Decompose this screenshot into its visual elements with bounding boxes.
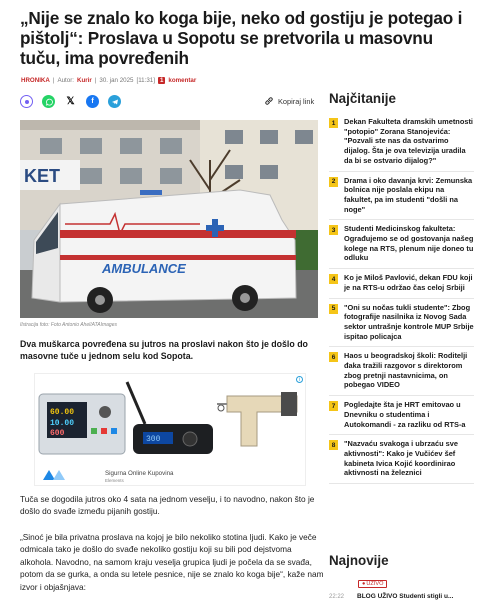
article-lead: Dva muškarca povređena su jutros na proslavi nakon što je došlo do masovne tuče u jednom selu kod Sopota. (20, 339, 308, 361)
ambulance-text: AMBULANCE (102, 261, 186, 276)
ad-product-images[interactable] (35, 374, 307, 469)
viber-share-icon[interactable] (20, 95, 33, 108)
most-read-link[interactable]: Drama i oko davanja krvi: Zemunska bolnica nije poslala ekipu na fakultet, pa im studenti "došli na noge" (344, 175, 473, 214)
whatsapp-share-icon[interactable] (42, 95, 55, 108)
most-read-title: Najčitanije (329, 91, 396, 106)
most-read-link[interactable]: Studenti Medicinskog fakulteta: Ograđujemo se od gostovanja našeg kolege na RTS, plenum nije doneo tu odluku (344, 224, 474, 263)
article-paragraph: „Sinoć je bila privatna proslava na kojoj je bilo nekoliko stotina ljudi. Kako je veče odmicala tako je došlo do svađe nekoliko gostiju koji su bili pod dejstvoma alkohola. Navodno, na samom kraju veselja grupica ljudi je počela da se svađa, potom da se gurka, a onda su letele pesnice, nije se znalo ko koga bije“, kaže nam izvor i objašnjava: (20, 532, 324, 592)
most-read-link[interactable]: "Oni su nočas tukli studente": Zbog fotografije nasilnika iz Novog Sada sektor untrašnje kontrole MUP Srbije ispitao policajca (344, 302, 474, 341)
copy-link-label: Kopiraj link (278, 96, 315, 106)
svg-text:10.00: 10.00 (50, 419, 75, 428)
newest-title: Najnovije (329, 553, 389, 568)
photo-credit: Ilstracija foto: Foto Antonio Ahel/ATAImages (20, 322, 117, 328)
author-link[interactable]: Kurir (77, 77, 92, 84)
most-read-item[interactable] (329, 347, 474, 396)
rank-badge: 3 (329, 225, 338, 235)
most-read-link[interactable]: Pogledajte šta je HRT emitovao u Dnevniku o studentima i Autokomandi - za razliku od RTS-a (344, 400, 466, 429)
ad-subtitle: Elements (105, 478, 124, 483)
live-label: UŽIVO (366, 581, 384, 587)
comments-link[interactable]: komentar (168, 77, 197, 84)
most-read-item[interactable] (329, 299, 474, 348)
article-photo[interactable] (20, 120, 318, 318)
publish-date: 30. jan 2025 (99, 77, 134, 84)
most-read-item[interactable] (329, 172, 474, 221)
author-label: Autor: (57, 77, 74, 84)
rank-badge: 4 (329, 274, 338, 284)
ad-info-icon[interactable]: i (296, 376, 303, 383)
svg-text:60.00: 60.00 (50, 408, 75, 417)
most-read-link[interactable]: Dekan Fakulteta dramskih umetnosti "potopio" Zorana Stanojevića: "Pozvali ste nas da ostvarimo dijalog. Šta je ova televizija uradila da bi se ostvario dijalog?" (344, 117, 473, 165)
most-read-item[interactable] (329, 269, 474, 298)
advertisement[interactable] (34, 373, 306, 486)
svg-text:KET: KET (24, 166, 60, 186)
publish-time-wrap: [11:31] (136, 77, 155, 84)
comments-count[interactable]: 1 (159, 77, 164, 84)
share-bar (20, 95, 121, 108)
section-label[interactable]: HRONIKA (21, 77, 50, 84)
rank-badge: 1 (329, 118, 338, 128)
most-read-item[interactable] (329, 113, 474, 172)
most-read-item[interactable] (329, 220, 474, 269)
rank-badge: 8 (329, 440, 338, 450)
copy-link-button[interactable] (264, 96, 314, 106)
rank-badge: 7 (329, 401, 338, 411)
live-dot-icon: ● (362, 581, 366, 587)
article-paragraph: Tuča se dogodila jutros oko 4 sata na jednom veselju, i to navodno, nakon što je došlo do svađe između pijanih gostiju. (20, 494, 315, 517)
ad-logo-icon (41, 468, 71, 482)
telegram-share-icon[interactable] (108, 95, 121, 108)
newest-time: 22:22 (329, 594, 345, 600)
meta-separator: | (52, 77, 55, 84)
live-badge (358, 580, 387, 588)
article-meta (21, 77, 196, 84)
most-read-link[interactable]: Ko je Miloš Pavlović, dekan FDU koji je na RTS-u održao čas celoj Srbiji (344, 273, 473, 292)
ad-brand[interactable]: Sigurna Online Kupovina (105, 470, 174, 477)
most-read-link[interactable]: Haos u beogradskoj školi: Roditelji đaka tražili razgovor s direktorom zbog pretnji nastavnicima, on pobegao VIDEO (344, 351, 468, 390)
rank-badge: 2 (329, 177, 338, 187)
most-read-item[interactable] (329, 435, 474, 484)
newest-item-link[interactable]: BLOG UŽIVO Studenti stigli u... (357, 593, 454, 600)
svg-text:300: 300 (146, 435, 161, 444)
rank-badge: 6 (329, 352, 338, 362)
publish-time: 11:31 (138, 77, 154, 84)
most-read-link[interactable]: "Nazvaću svakoga i ubrzaću sve aktivnosti": Kako je Vučićev šef kabineta Ivica Kojić koordinirao aktivnosti na železnici (344, 439, 459, 478)
link-icon (264, 96, 274, 106)
article-headline: „Nije se znalo ko koga bije, neko od gostiju je potegao i pištolj“: Proslava u Sopotu se pretvorila u masovnu tuču, ima povređenih (20, 8, 463, 68)
x-share-icon[interactable]: 𝕏 (64, 95, 77, 108)
meta-separator: | (94, 77, 97, 84)
most-read-item[interactable] (329, 396, 474, 435)
most-read-list (329, 113, 474, 484)
rank-badge: 5 (329, 304, 338, 314)
facebook-share-icon[interactable]: f (86, 95, 99, 108)
svg-text:600: 600 (50, 429, 65, 438)
